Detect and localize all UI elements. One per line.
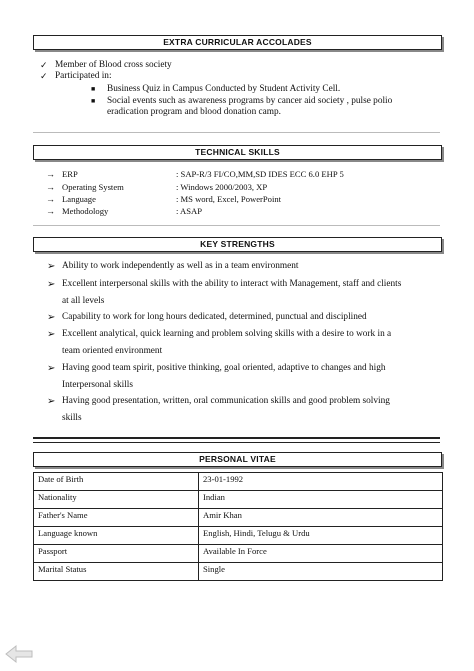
extra-sub-social-events: Social events such as awareness programs by cancer aid society , pulse polio: [107, 96, 393, 106]
extra-curricular-title: EXTRA CURRICULAR ACCOLADES: [163, 37, 312, 47]
arrowhead-bullet-icon: ➢: [47, 363, 56, 374]
tech-value-methodology: : ASAP: [176, 206, 203, 216]
table-row: [34, 491, 443, 509]
square-bullet-icon: ■: [91, 85, 96, 93]
extra-sub-social-events-cont: eradication program and blood donation camp.: [107, 107, 282, 117]
section-double-rule: [33, 437, 440, 443]
personal-value: English, Hindi, Telugu & Urdu: [199, 527, 443, 545]
arrowhead-bullet-icon: ➢: [47, 396, 56, 407]
strength-line: Excellent interpersonal skills with the ability to interact with Management, staff and clients: [62, 279, 402, 289]
personal-key: Date of Birth: [34, 473, 199, 491]
personal-value: 23-01-1992: [199, 473, 443, 491]
arrowhead-bullet-icon: ➢: [47, 261, 56, 272]
strength-line: Having good presentation, written, oral communication skills and good problem solving: [62, 396, 390, 406]
personal-key: Passport: [34, 545, 199, 563]
square-bullet-icon: ■: [91, 97, 96, 105]
table-row: [34, 527, 443, 545]
extra-curricular-header: [33, 35, 442, 50]
key-strengths-header: [33, 237, 442, 252]
arrowhead-bullet-icon: ➢: [47, 279, 56, 290]
strength-item: [62, 326, 442, 360]
personal-value: Indian: [199, 491, 443, 509]
arrowhead-bullet-icon: ➢: [47, 329, 56, 340]
personal-key: Language known: [34, 527, 199, 545]
strength-line: Ability to work independently as well as in a team environment: [62, 261, 299, 271]
personal-vitae-table: [33, 472, 443, 581]
personal-key: Father's Name: [34, 509, 199, 527]
strength-item: [62, 393, 442, 427]
table-row: [34, 473, 443, 491]
personal-value: Amir Khan: [199, 509, 443, 527]
tech-label-methodology: Methodology: [62, 206, 109, 216]
strength-line-cont: team oriented environment: [62, 346, 163, 356]
tech-value-language: : MS word, Excel, PowerPoint: [176, 194, 282, 204]
strength-line-cont: Interpersonal skills: [62, 380, 134, 390]
strength-line-cont: at all levels: [62, 296, 105, 306]
personal-value: Single: [199, 563, 443, 581]
extra-item-blood-cross: Member of Blood cross society: [55, 60, 172, 70]
strength-item: [62, 309, 442, 326]
strength-line: Capability to work for long hours dedicated, determined, punctual and disciplined: [62, 312, 367, 322]
arrowhead-bullet-icon: ➢: [47, 312, 56, 323]
extra-item-participated: Participated in:: [55, 71, 112, 81]
extra-sub-business-quiz: Business Quiz in Campus Conducted by Student Activity Cell.: [107, 84, 341, 94]
personal-vitae-title: PERSONAL VITAE: [199, 454, 276, 464]
page-prev-corner-icon[interactable]: [2, 640, 38, 666]
personal-vitae-header: [33, 452, 442, 467]
arrow-right-icon: →: [46, 194, 55, 204]
strength-line: Excellent analytical, quick learning and problem solving skills with a desire to work in a: [62, 329, 392, 339]
strength-item: [62, 276, 442, 310]
arrow-right-icon: →: [46, 182, 55, 192]
tech-label-language: Language: [62, 194, 96, 204]
arrow-right-icon: →: [46, 169, 55, 179]
table-row: [34, 563, 443, 581]
strength-line-cont: skills: [62, 413, 82, 423]
tech-label-os: Operating System: [62, 182, 124, 192]
technical-skills-header: [33, 145, 442, 160]
tech-value-os: : Windows 2000/2003, XP: [176, 182, 268, 192]
tech-value-erp: : SAP-R/3 FI/CO,MM,SD IDES ECC 6.0 EHP 5: [176, 169, 344, 179]
personal-value: Available In Force: [199, 545, 443, 563]
key-strengths-title: KEY STRENGTHS: [200, 239, 275, 249]
section-divider: [33, 225, 440, 226]
checkmark-icon: ✓: [40, 71, 48, 81]
section-divider: [33, 132, 440, 133]
personal-key: Marital Status: [34, 563, 199, 581]
arrow-right-icon: →: [46, 206, 55, 216]
personal-key: Nationality: [34, 491, 199, 509]
technical-skills-title: TECHNICAL SKILLS: [195, 147, 280, 157]
strength-item: [62, 360, 442, 394]
table-row: [34, 509, 443, 527]
tech-label-erp: ERP: [62, 169, 78, 179]
checkmark-icon: ✓: [40, 60, 48, 70]
strength-line: Having good team spirit, positive thinking, goal oriented, adaptive to changes and high: [62, 363, 386, 373]
strength-item: [62, 258, 442, 275]
table-row: [34, 545, 443, 563]
